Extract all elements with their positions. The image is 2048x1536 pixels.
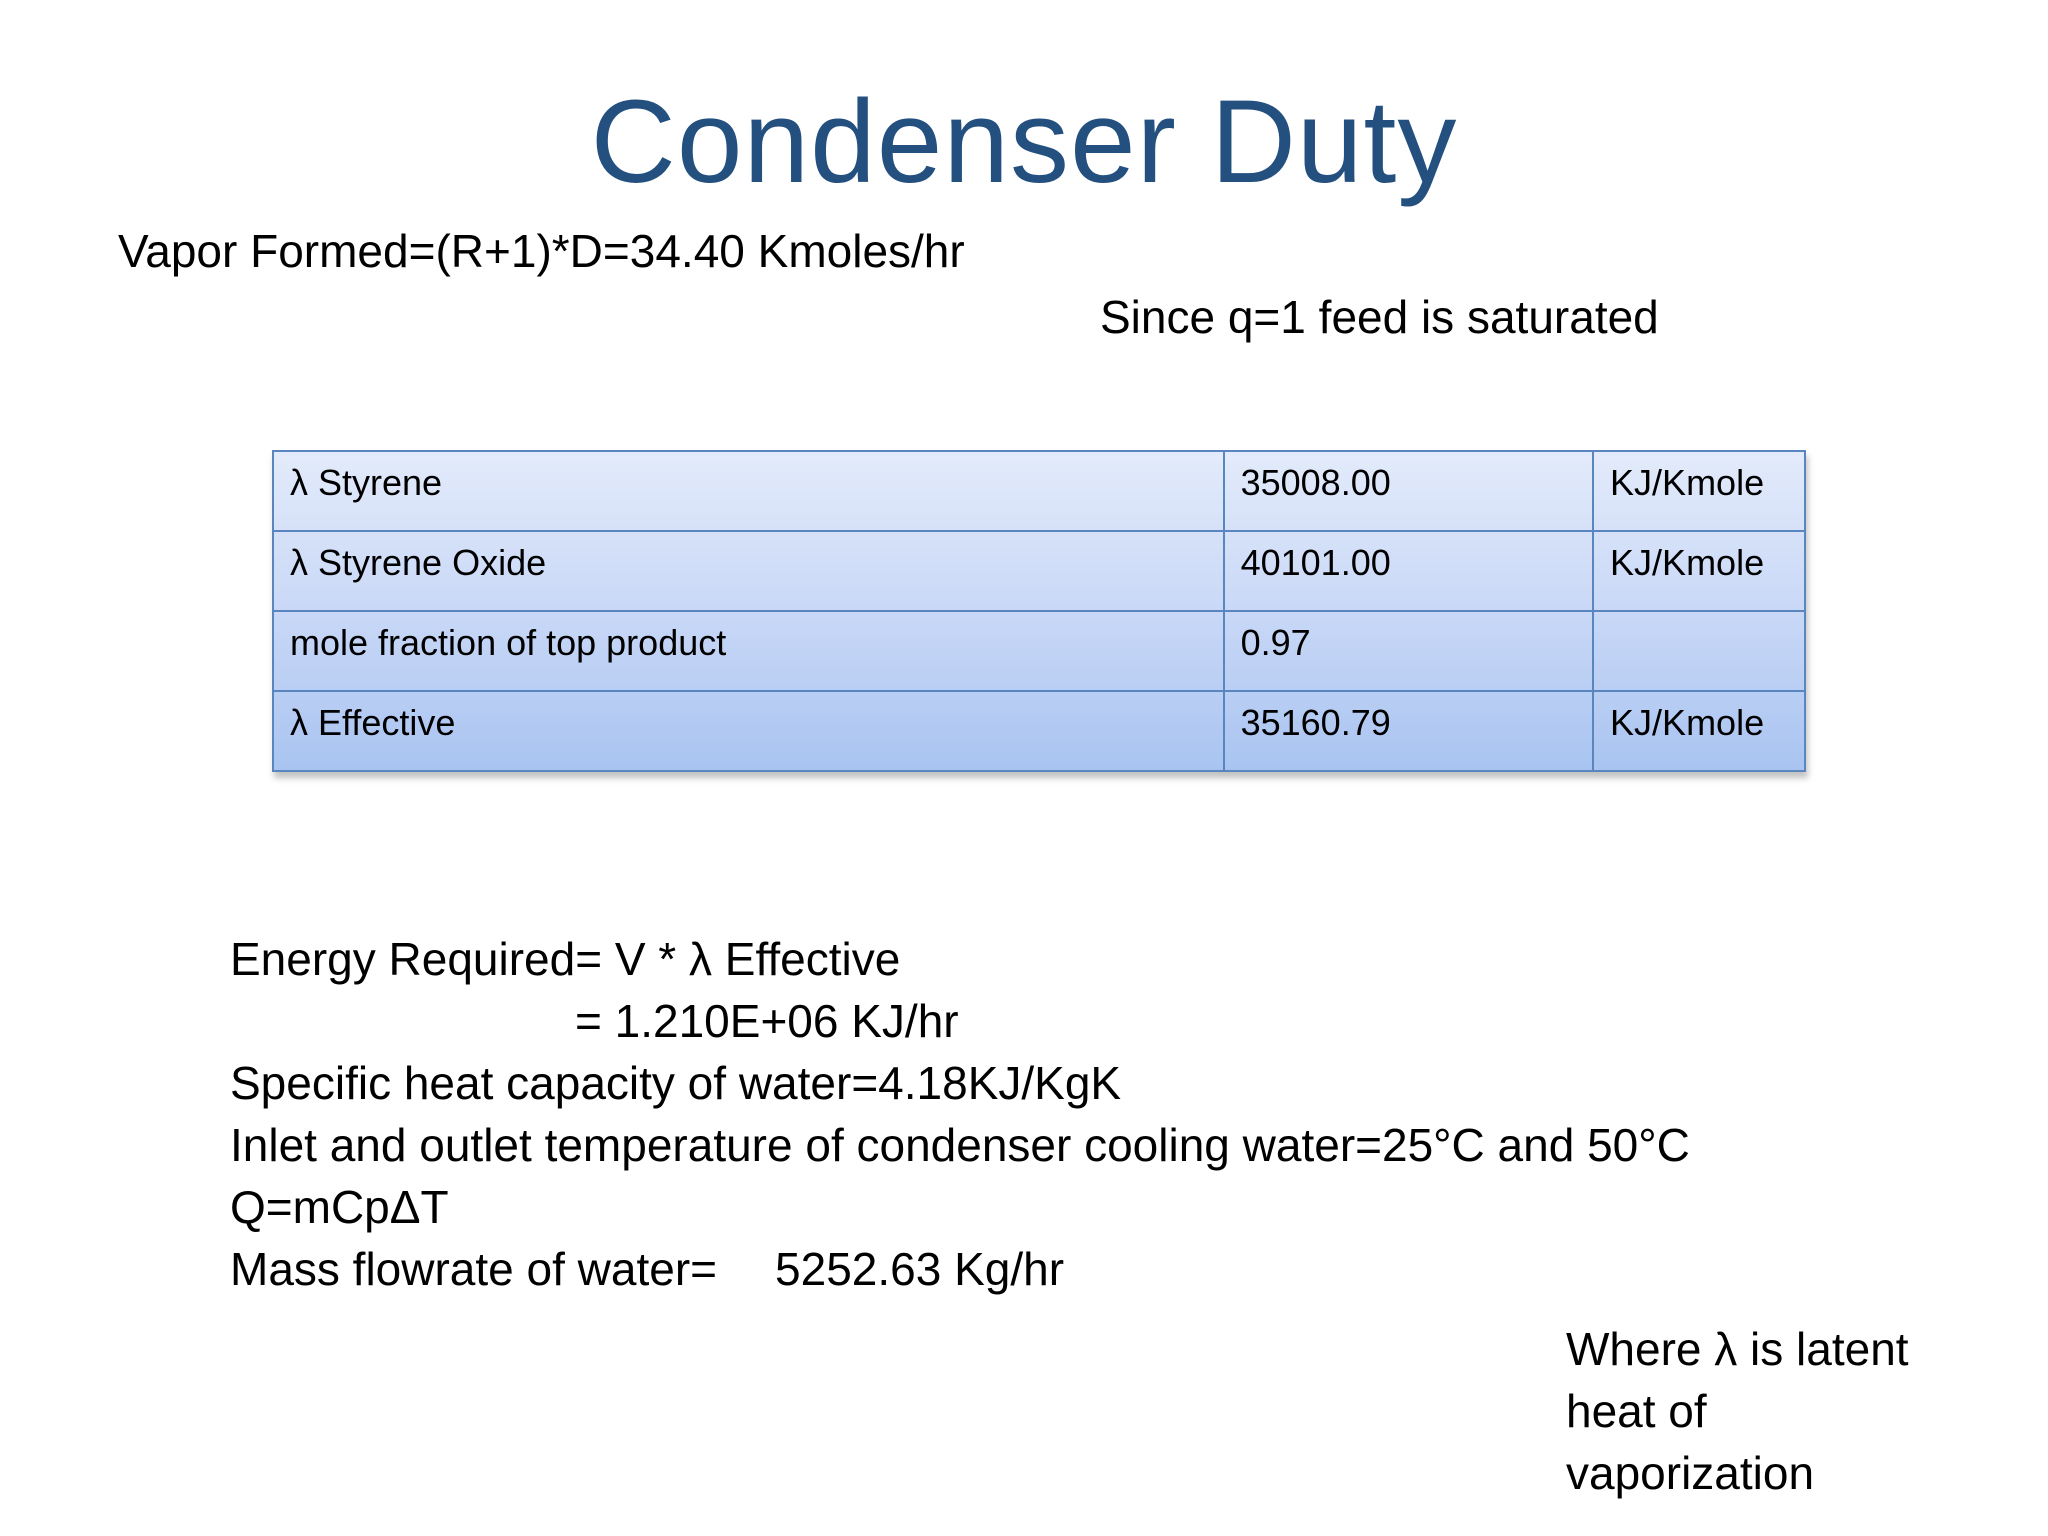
row-unit: KJ/Kmole <box>1593 451 1805 531</box>
energy-result-line: = 1.210E+06 KJ/hr <box>575 995 959 1047</box>
table-row <box>273 691 1805 771</box>
row-value: 35008.00 <box>1224 451 1593 531</box>
row-label: λ Styrene Oxide <box>273 531 1224 611</box>
row-unit <box>1593 611 1805 691</box>
slide-title: Condenser Duty <box>590 76 1458 208</box>
temperature-line: Inlet and outlet temperature of condenser cooling water=25°C and 50°C <box>230 1119 1690 1171</box>
note-line-3: vaporization <box>1566 1447 1815 1499</box>
table-row <box>273 611 1805 691</box>
mass-flowrate-label: Mass flowrate of water= <box>230 1243 718 1295</box>
row-unit: KJ/Kmole <box>1593 691 1805 771</box>
row-label: λ Effective <box>273 691 1224 771</box>
row-unit: KJ/Kmole <box>1593 531 1805 611</box>
specific-heat-line: Specific heat capacity of water=4.18KJ/KgK <box>230 1057 1122 1109</box>
saturated-feed-note: Since q=1 feed is saturated <box>1100 291 1659 343</box>
note-line-1: Where λ is latent <box>1566 1323 1909 1375</box>
row-value: 0.97 <box>1224 611 1593 691</box>
row-value: 35160.79 <box>1224 691 1593 771</box>
energy-required-line: Energy Required= V * λ Effective <box>230 933 901 985</box>
heat-equation-line: Q=mCpΔT <box>230 1181 449 1233</box>
energy-calculation <box>230 928 1690 1300</box>
note-line-2: heat of <box>1566 1385 1707 1437</box>
table-row <box>273 531 1805 611</box>
mass-flowrate-line <box>230 1238 1690 1300</box>
latent-heat-note <box>1566 1318 1909 1504</box>
table-row <box>273 451 1805 531</box>
row-label: mole fraction of top product <box>273 611 1224 691</box>
properties-table <box>272 450 1806 772</box>
row-value: 40101.00 <box>1224 531 1593 611</box>
vapor-formed-text: Vapor Formed=(R+1)*D=34.40 Kmoles/hr <box>118 225 965 277</box>
mass-flowrate-value: 5252.63 Kg/hr <box>775 1243 1065 1295</box>
row-label: λ Styrene <box>273 451 1224 531</box>
latent-heat-table <box>272 450 1806 772</box>
